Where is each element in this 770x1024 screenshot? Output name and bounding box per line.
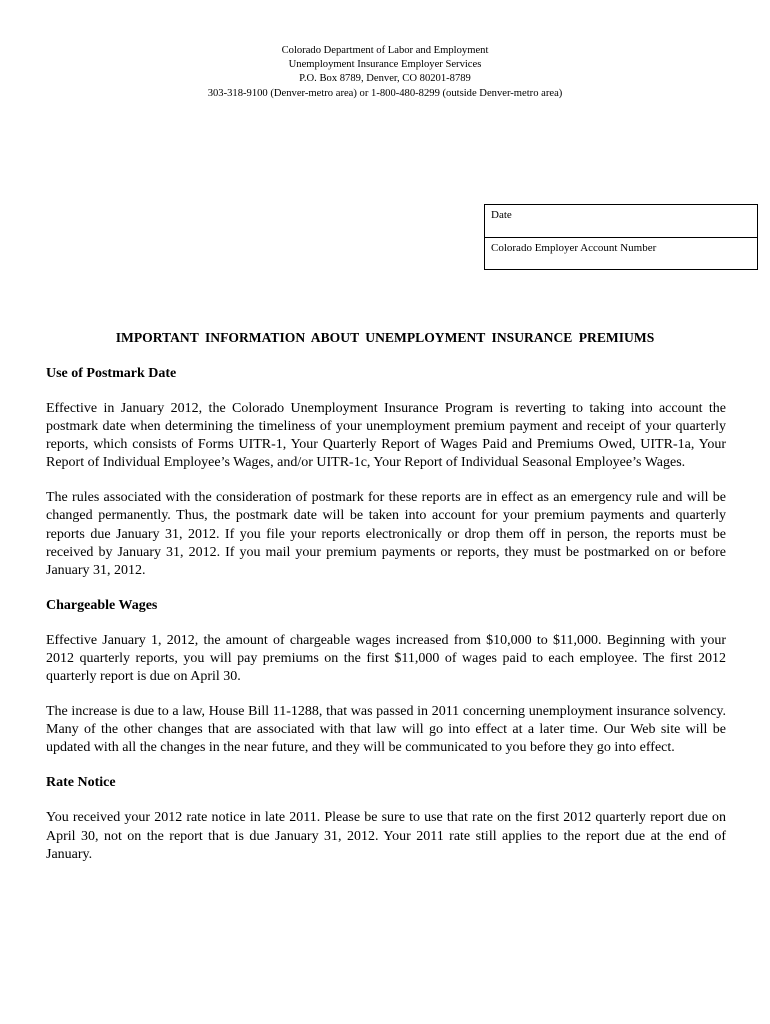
rate-paragraph-1: You received your 2012 rate notice in late 2011. Please be sure to use that rate on the first 2012 quarterly report due on April 30, not on the report that is due January 31, 2012. Your 2011 rate still applies to the report due at the end of January. <box>46 810 726 862</box>
wages-heading: Chargeable Wages <box>46 597 158 613</box>
wages-paragraph-2: The increase is due to a law, House Bill 11-1288, that was passed in 2011 concerning unemployment insurance solvency. Many of the other changes that are associated with that law will go into effect at a later time. Our Web site will be updated with all the changes in the near future, and they will be communicated to you before they go into effect. <box>46 704 726 756</box>
agency-name: Colorado Department of Labor and Employment <box>281 45 489 56</box>
document-title: IMPORTANT INFORMATION ABOUT UNEMPLOYMENT INSURANCE PREMIUMS <box>115 330 655 345</box>
postmark-paragraph-1: Effective in January 2012, the Colorado Unemployment Insurance Program is reverting to taking into account the postmark date when determining the timeliness of your unemployment premium payment and receipt of your quarterly reports, which consists of Forms UITR-1, Your Quarterly Report of Wages Paid and Premiums Owed, UITR-1a, Your Report of Individual Employee’s Wages, and/or UITR-1c, Your Report of Individual Seasonal Employee’s Wages. <box>46 401 726 471</box>
date-field <box>485 205 757 237</box>
account-number-label: Colorado Employer Account Number <box>491 242 657 254</box>
postmark-paragraph-2: The rules associated with the consideration of postmark for these reports are in effect as an emergency rule and will be changed permanently. Thus, the postmark date will be taken into account for your premium payments and quarterly reports due January 31, 2012. If you file your reports electronically or drop them off in person, the reports must be received by January 31, 2012. If you mail your premium payments or reports, they must be postmarked on or before January 31, 2012. <box>46 490 726 578</box>
rate-heading: Rate Notice <box>46 775 116 791</box>
division-name: Unemployment Insurance Employer Services <box>288 59 482 71</box>
letterhead <box>0 44 770 101</box>
account-number-field <box>485 237 757 269</box>
wages-paragraph-1: Effective January 1, 2012, the amount of chargeable wages increased from $10,000 to $11,000. Beginning with your 2012 quarterly reports, you will pay premiums on the first $11,000 of wages paid to each employee. The first 2012 quarterly report is due on April 30. <box>46 632 726 685</box>
mailing-address: P.O. Box 8789, Denver, CO 80201-8789 <box>299 73 471 85</box>
postmark-heading: Use of Postmark Date <box>46 366 177 381</box>
employer-info-box <box>484 204 758 270</box>
phone-numbers: 303-318-9100 (Denver-metro area) or 1-800-480-8299 (outside Denver-metro area) <box>207 87 563 99</box>
date-label: Date <box>491 209 512 221</box>
document-body <box>46 365 726 881</box>
